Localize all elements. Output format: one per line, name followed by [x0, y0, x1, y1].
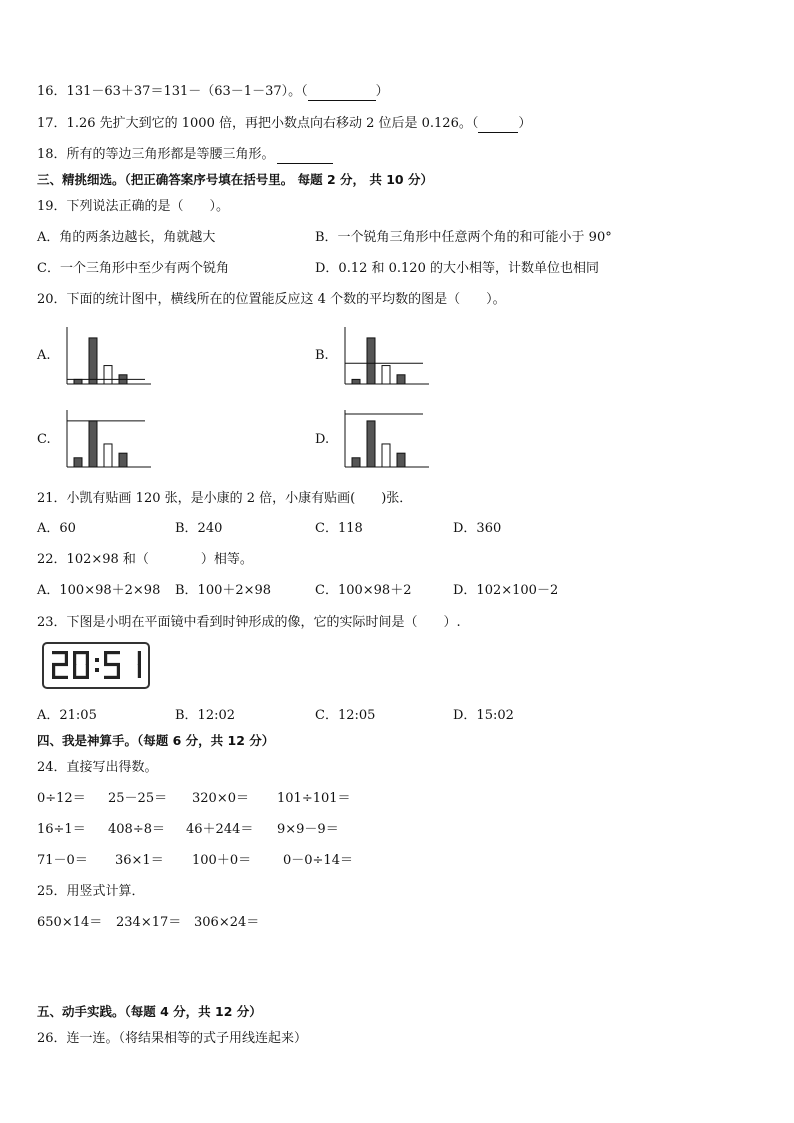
- q20-option-b-label[interactable]: B.: [315, 348, 329, 363]
- question-16-close: ）: [375, 84, 389, 99]
- question-16: [37, 83, 389, 101]
- question-23: 23．下图是小明在平面镜中看到时钟形成的像，它的实际时间是（ ）.: [37, 615, 461, 630]
- clock-segment: [52, 676, 68, 679]
- section-3-heading: 三、精挑细选。（把正确答案序号填在括号里。 每题 2 分， 共 10 分）: [37, 172, 433, 187]
- q22-option-a[interactable]: A．100×98＋2×98: [37, 583, 161, 598]
- clock-segment: [73, 664, 76, 678]
- q21-option-a[interactable]: A．60: [37, 521, 76, 536]
- chart-bar: [382, 444, 390, 467]
- chart-bar: [397, 453, 405, 467]
- chart-bar: [89, 421, 97, 467]
- chart-c: [62, 408, 154, 470]
- q25-item: 306×24＝: [194, 915, 260, 930]
- digital-clock: [42, 642, 150, 689]
- q20-option-d-label[interactable]: D.: [315, 432, 330, 447]
- q20-option-c-label[interactable]: C.: [37, 432, 51, 447]
- clock-segment: [104, 676, 120, 679]
- q24-item: 16÷1＝: [37, 822, 86, 837]
- chart-b: [340, 325, 432, 387]
- question-25: 25．用竖式计算．: [37, 884, 145, 899]
- q25-item: 650×14＝: [37, 915, 103, 930]
- q21-option-c[interactable]: C．118: [315, 521, 363, 536]
- chart-bar: [352, 379, 360, 384]
- q23-option-c[interactable]: C．12:05: [315, 708, 376, 723]
- chart-bar: [367, 338, 375, 384]
- chart-bar: [352, 458, 360, 467]
- q19-option-a[interactable]: A．角的两条边越长，角就越大: [37, 230, 216, 245]
- section-5-heading: 五、动手实践。（每题 4 分，共 12 分）: [37, 1004, 262, 1019]
- q24-item: 101÷101＝: [277, 791, 351, 806]
- q19-option-d[interactable]: D．0.12 和 0.120 的大小相等，计数单位也相同: [315, 261, 599, 276]
- question-17-close: ）: [518, 116, 532, 131]
- chart-bar: [89, 338, 97, 384]
- q24-item: 46＋244＝: [186, 822, 254, 837]
- clock-segment: [138, 664, 141, 678]
- q24-item: 25－25＝: [108, 791, 168, 806]
- clock-segment: [73, 651, 76, 665]
- q24-item: 100＋0＝: [192, 853, 252, 868]
- question-21: 21．小凯有贴画 120 张，是小康的 2 倍，小康有贴画( )张．: [37, 491, 413, 506]
- clock-colon-dot: [95, 658, 99, 662]
- chart-bar: [367, 421, 375, 467]
- clock-segment: [86, 651, 89, 665]
- q25-item: 234×17＝: [116, 915, 182, 930]
- question-22: 22．102×98 和（ ）相等。: [37, 552, 253, 567]
- q21-option-d[interactable]: D．360: [453, 521, 502, 536]
- q24-item: 0－0÷14＝: [283, 853, 353, 868]
- q22-option-d[interactable]: D．102×100－2: [453, 583, 559, 598]
- q24-item: 320×0＝: [192, 791, 249, 806]
- answer-blank-18[interactable]: [277, 149, 333, 164]
- q22-option-c[interactable]: C．100×98＋2: [315, 583, 412, 598]
- chart-bar: [104, 444, 112, 467]
- q24-item: 71－0＝: [37, 853, 88, 868]
- question-16-text: 16．131－63＋37＝131－（63－1－37）。（: [37, 84, 308, 99]
- clock-digits: [50, 650, 142, 681]
- clock-segment: [138, 651, 141, 665]
- question-24: 24．直接写出得数。: [37, 760, 158, 775]
- answer-blank-17[interactable]: [478, 118, 518, 133]
- question-17-text: 17．1.26 先扩大到它的 1000 倍，再把小数点向右移动 2 位后是 0.126。（: [37, 116, 479, 131]
- chart-bar: [397, 375, 405, 384]
- chart-bar: [74, 379, 82, 384]
- answer-blank-16[interactable]: [308, 86, 376, 101]
- q23-option-a[interactable]: A．21:05: [37, 708, 97, 723]
- q24-item: 36×1＝: [115, 853, 164, 868]
- chart-a: [62, 325, 154, 387]
- question-18: [37, 146, 333, 164]
- q23-option-b[interactable]: B．12:02: [175, 708, 236, 723]
- question-17: [37, 115, 531, 133]
- chart-bar: [382, 366, 390, 384]
- q19-option-c[interactable]: C．一个三角形中至少有两个锐角: [37, 261, 229, 276]
- q24-item: 408÷8＝: [108, 822, 165, 837]
- clock-colon-dot: [95, 668, 99, 672]
- question-18-text: 18．所有的等边三角形都是等腰三角形。: [37, 147, 275, 162]
- q21-option-b[interactable]: B．240: [175, 521, 223, 536]
- chart-bar: [74, 458, 82, 467]
- chart-bar: [119, 453, 127, 467]
- chart-bar: [104, 366, 112, 384]
- q19-option-b[interactable]: B．一个锐角三角形中任意两个角的和可能小于 90°: [315, 230, 612, 245]
- q24-item: 9×9－9＝: [277, 822, 339, 837]
- question-20: 20．下面的统计图中，横线所在的位置能反应这 4 个数的平均数的图是（ ）。: [37, 292, 506, 307]
- question-19: 19．下列说法正确的是（ ）。: [37, 199, 230, 214]
- q20-option-a-label[interactable]: A.: [37, 348, 51, 363]
- chart-d: [340, 408, 432, 470]
- q24-item: 0÷12＝: [37, 791, 86, 806]
- q22-option-b[interactable]: B．100＋2×98: [175, 583, 272, 598]
- section-4-heading: 四、我是神算手。（每题 6 分，共 12 分）: [37, 733, 275, 748]
- question-26: 26．连一连。（将结果相等的式子用线连起来）: [37, 1031, 308, 1046]
- q23-option-d[interactable]: D．15:02: [453, 708, 514, 723]
